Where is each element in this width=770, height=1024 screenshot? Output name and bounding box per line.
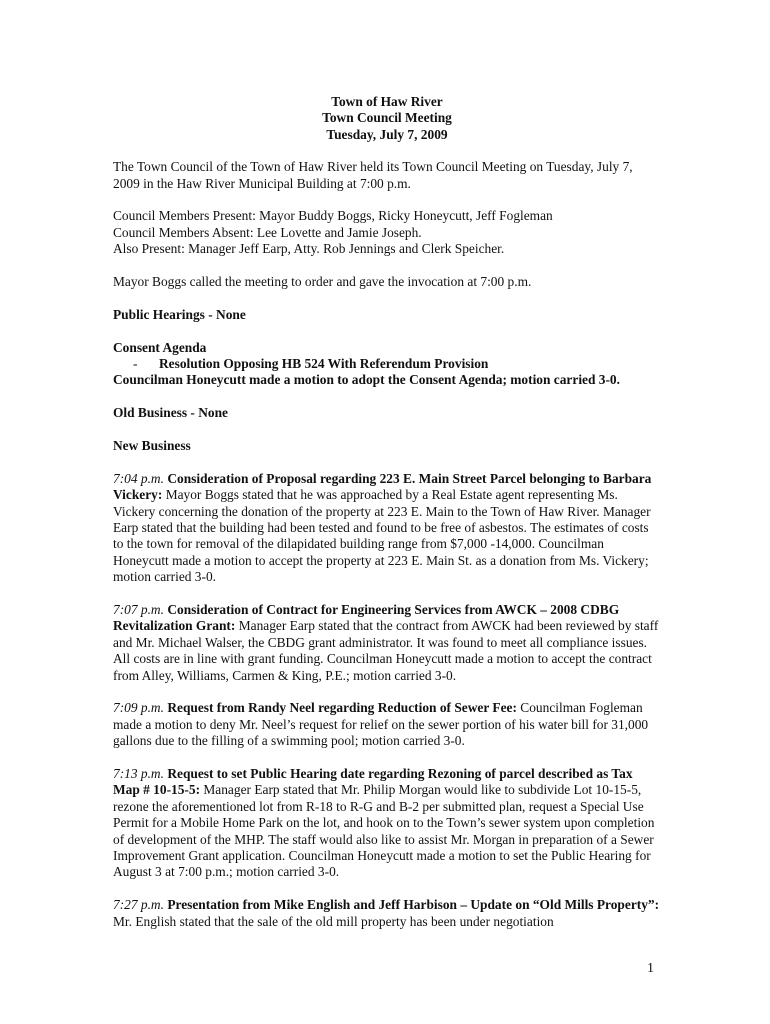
item-engineering-contract xyxy=(113,602,661,684)
new-business-heading: New Business xyxy=(113,437,191,453)
call-to-order: Mayor Boggs called the meeting to order and gave the invocation at 7:00 p.m. xyxy=(113,273,532,289)
members-absent: Council Members Absent: Lee Lovette and Jamie Joseph. xyxy=(113,224,422,240)
public-hearings-heading: Public Hearings - None xyxy=(113,306,246,322)
item-time: 7:13 p.m. xyxy=(113,766,164,782)
minutes-body xyxy=(113,94,661,946)
consent-agenda-heading: Consent Agenda xyxy=(113,339,207,355)
item-title: Consideration of Proposal regarding 223 E. Main Street Parcel belonging to Barbara Vickery: xyxy=(113,470,652,503)
header-meeting: Town Council Meeting xyxy=(322,110,452,126)
item-body: Manager Earp stated that Mr. Philip Morgan would like to subdivide Lot 10-15-5, rezone the aforementioned lot from R-18 to R-G and B-2 per submitted plan, request a Special Use Permit for a Mobile Home Park on the lot, and hook on to the Town’s sewer system upon completion of development of the MHP. The staff would also like to assist Mr. Morgan in preparation of a Sewer Improvement Grant application. Councilman Honeycutt made a motion to set the Public Hearing for August 3 at 7:00 p.m.; motion carried 3-0. xyxy=(113,782,655,880)
list-dash: - xyxy=(133,355,138,371)
consent-agenda-item xyxy=(113,356,661,372)
consent-agenda-item-text: Resolution Opposing HB 524 With Referendum Provision xyxy=(159,355,489,371)
item-sewer-fee xyxy=(113,700,661,749)
item-title: Presentation from Mike English and Jeff Harbison – Update on “Old Mills Property”: xyxy=(167,897,660,913)
consent-agenda-motion: Councilman Honeycutt made a motion to adopt the Consent Agenda; motion carried 3-0. xyxy=(113,372,620,388)
header-town: Town of Haw River xyxy=(331,94,443,109)
item-time: 7:04 p.m. xyxy=(113,470,164,486)
item-body: Mr. English stated that the sale of the old mill property has been under negotiation xyxy=(113,913,554,929)
item-body: Councilman Fogleman made a motion to deny Mr. Neel’s request for relief on the sewer portion of his water bill for 31,000 gallons due to the filling of a swimming pool; motion carried 3-0. xyxy=(113,700,649,749)
also-present: Also Present: Manager Jeff Earp, Atty. Rob Jennings and Clerk Speicher. xyxy=(113,241,505,257)
item-sale-of-property xyxy=(113,471,661,586)
attendance-block xyxy=(113,208,661,257)
item-body: Manager Earp stated that the contract from AWCK had been reviewed by staff and Mr. Michael Walser, the CBDG grant administrator. It was found to meet all compliance issues. All costs are in line with grant funding. Councilman Honeycutt made a motion to accept the contract from Alley, Williams, Carmen & King, P.E.; motion carried 3-0. xyxy=(113,618,659,683)
consent-agenda-section xyxy=(113,340,661,389)
item-time: 7:07 p.m. xyxy=(113,602,164,618)
members-present: Council Members Present: Mayor Buddy Boggs, Ricky Honeycutt, Jeff Fogleman xyxy=(113,208,553,224)
document-header xyxy=(113,94,661,143)
item-title: Request from Randy Neel regarding Reduction of Sewer Fee: xyxy=(167,700,517,716)
header-date: Tuesday, July 7, 2009 xyxy=(326,126,448,142)
item-title: Consideration of Contract for Engineering Services from AWCK – 2008 CDBG Revitalization Grant: xyxy=(113,602,620,634)
old-business-heading: Old Business - None xyxy=(113,405,228,421)
item-old-mills-update xyxy=(113,897,661,930)
page-number: 1 xyxy=(647,961,654,976)
item-time: 7:27 p.m. xyxy=(113,897,164,913)
item-body: Mayor Boggs stated that he was approached by a Real Estate agent representing Ms. Vickery concerning the donation of the property at 223 E. Main to the Town of Haw River. Manager Earp stated that the building had been tested and found to be free of asbestos. The estimates of costs to the town for removal of the dilapidated building range from $7,000 -14,000. Councilman Honeycutt made a motion to accept the property at 223 E. Main St. as a donation from Ms. Vickery; motion carried 3-0. xyxy=(113,487,651,585)
item-time: 7:09 p.m. xyxy=(113,700,164,716)
item-rezoning-hearing xyxy=(113,766,661,881)
intro-paragraph: The Town Council of the Town of Haw River held its Town Council Meeting on Tuesday, July 7, 2009 in the Haw River Municipal Building at 7:00 p.m. xyxy=(113,159,633,191)
item-title: Request to set Public Hearing date regarding Rezoning of parcel described as Tax Map # 10-15-5: xyxy=(113,766,633,798)
